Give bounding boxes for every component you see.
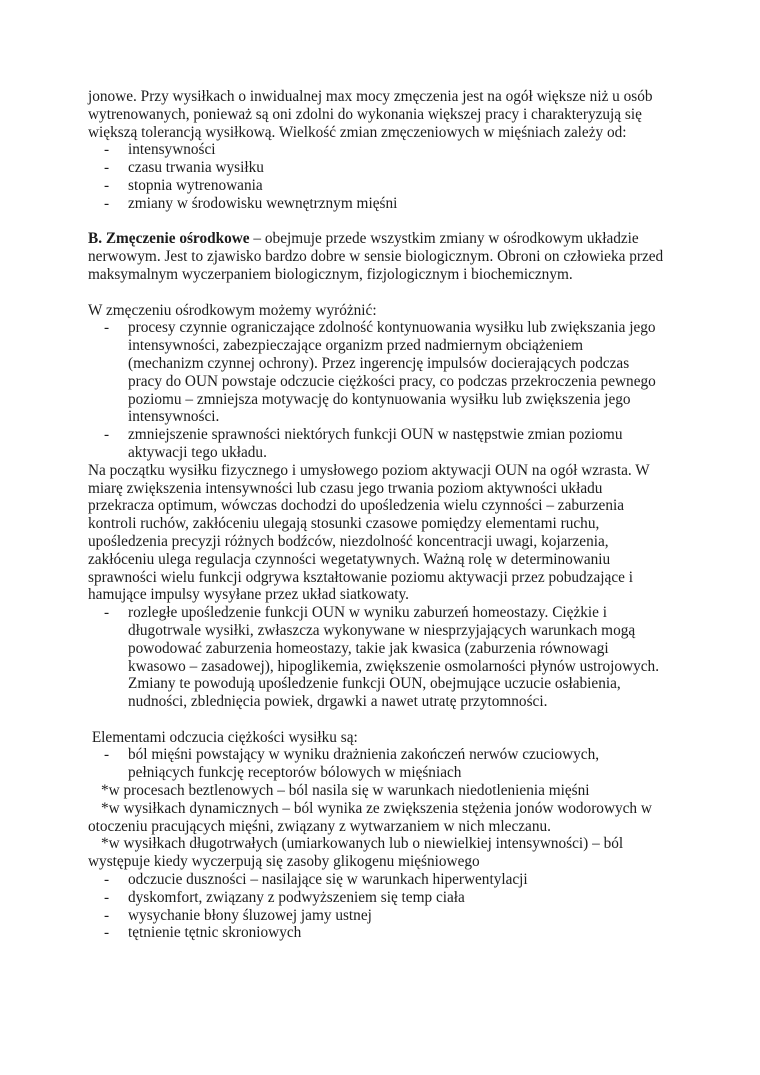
bullet-hyphen: - — [104, 319, 110, 337]
blank-line — [88, 284, 698, 302]
list-item — [88, 141, 698, 159]
blank-line — [88, 711, 698, 729]
text-line: intensywności. — [128, 408, 220, 426]
text-line: (mechanizm czynnej ochrony). Przez ingerencję impulsów docierających podczas — [128, 354, 630, 372]
text-line: intensywności — [128, 141, 216, 159]
text-line: pracy do OUN powstaje odczucie ciężkości pracy, co podczas przekroczenia pewnego — [128, 372, 656, 390]
text-line: procesy czynnie ograniczające zdolność kontynuowania wysiłku lub zwiększania jego — [128, 319, 656, 337]
text-line: odczucie duszności – nasilające się w warunkach hiperwentylacji — [128, 871, 528, 889]
text-line: długotrwale wysiłki, zwłaszcza wykonywane w niesprzyjających warunkach mogą — [128, 621, 636, 639]
bullet-hyphen: - — [104, 159, 110, 177]
text-line: hamujące impulsy wysyłane przez układ siatkowaty. — [88, 586, 409, 604]
text-line: Na początku wysiłku fizycznego i umysłowego poziom aktywacji OUN na ogół wzrasta. W — [88, 461, 650, 479]
text-line: kontroli ruchów, zakłóceniu ulegają stosunki czasowe pomiędzy elementami ruchu, — [88, 515, 600, 533]
bullet-hyphen: - — [104, 888, 110, 906]
text-line: Zmiany te powodują upośledzenie funkcji OUN, obejmujące uczucie osłabienia, — [128, 675, 621, 693]
text-line: powodować zaburzenia homeostazy, takie jak kwasica (zaburzenia równowagi — [128, 639, 609, 657]
list-item — [88, 871, 698, 889]
text-line: nerwowym. Jest to zjawisko bardzo dobre w sensie biologicznym. Obroni on człowieka przed — [88, 248, 664, 266]
text-line: upośledzenia precyzji różnych bodźców, niezdolność koncentracji uwagi, kojarzenia, — [88, 532, 609, 550]
text-line: wytrenowanych, ponieważ są oni zdolni do wykonania większej pracy i charakteryzują się — [88, 105, 642, 123]
text-line: ból mięśni powstający w wyniku drażnienia zakończeń nerwów czuciowych, — [128, 746, 600, 764]
text-line: otoczeniu pracujących mięśni, związany z wytwarzaniem w nich mleczanu. — [88, 817, 551, 835]
document-text-body — [88, 88, 698, 942]
bullet-hyphen: - — [104, 194, 110, 212]
blank-line — [88, 213, 698, 231]
paragraph — [88, 302, 698, 320]
text-line: intensywności, zabezpieczające organizm przed nadmiernym obciążeniem — [128, 337, 584, 355]
paragraph — [88, 729, 698, 747]
text-line: występuje kiedy wyczerpują się zasoby glikogenu mięśniowego — [88, 853, 480, 871]
bullet-hyphen: - — [104, 176, 110, 194]
text-line: *w wysiłkach dynamicznych – ból wynika ze zwiększenia stężenia jonów wodorowych w — [101, 799, 652, 817]
list-item — [88, 907, 698, 925]
text-line: stopnia wytrenowania — [128, 176, 263, 194]
bullet-hyphen: - — [104, 924, 110, 942]
bullet-list — [88, 141, 698, 212]
text-line: aktywacji tego układu. — [128, 443, 267, 461]
bold-text-segment: B. Zmęczenie ośrodkowe — [88, 230, 250, 248]
text-line: Elementami odczucia ciężkości wysiłku są: — [88, 728, 358, 746]
text-line: rozległe upośledzenie funkcji OUN w wyniku zaburzeń homeostazy. Ciężkie i — [128, 604, 607, 622]
text-line: wysychanie błony śluzowej jamy ustnej — [128, 906, 372, 924]
list-item — [88, 195, 698, 213]
bullet-hyphen: - — [104, 906, 110, 924]
paragraph — [88, 782, 698, 871]
text-line: zmniejszenie sprawności niektórych funkcji OUN w następstwie zmian poziomu — [128, 426, 623, 444]
bullet-hyphen: - — [104, 871, 110, 889]
bullet-hyphen: - — [104, 141, 110, 159]
paragraph — [88, 230, 698, 283]
text-line: czasu trwania wysiłku — [128, 159, 264, 177]
text-line: maksymalnym wyczerpaniem biologicznym, fizjologicznym i biochemicznym. — [88, 265, 573, 283]
text-line: zmiany w środowisku wewnętrznym mięśni — [128, 194, 398, 212]
list-item — [88, 177, 698, 195]
list-item — [88, 426, 698, 462]
bullet-list — [88, 871, 698, 942]
text-line: miarę zwiększenia intensywności lub czasu jego trwania poziom aktywności układu — [88, 479, 603, 497]
text-line — [88, 230, 698, 248]
text-line: kwasowo – zasadowej), hipoglikemia, zwiększenie osmolarności płynów ustrojowych. — [128, 657, 660, 675]
bullet-list — [88, 319, 698, 461]
list-item — [88, 889, 698, 907]
text-line: *w wysiłkach długotrwałych (umiarkowanych lub o niewielkiej intensywności) – ból — [101, 835, 624, 853]
bullet-list — [88, 604, 698, 711]
list-item — [88, 604, 698, 711]
text-line: dyskomfort, związany z podwyższeniem się temp ciała — [128, 888, 465, 906]
text-line: zakłóceniu ulega regulacja czynności wegetatywnych. Ważną rolę w determinowaniu — [88, 550, 611, 568]
text-line: sprawności wielu funkcji odgrywa kształtowanie poziomu aktywacji przez pobudzające i — [88, 568, 633, 586]
list-item — [88, 319, 698, 426]
text-line: przekracza optimum, wówczas dochodzi do upośledzenia wielu czynności – zaburzenia — [88, 497, 625, 515]
paragraph — [88, 462, 698, 604]
text-segment: – obejmuje przede wszystkim zmiany w ośrodkowym układzie — [249, 230, 639, 248]
text-line: większą tolerancją wysiłkową. Wielkość zmian zmęczeniowych w mięśniach zależy od: — [88, 123, 627, 141]
text-line: poziomu – zmniejsza motywację do kontynuowania wysiłku lub zwiększenia jego — [128, 390, 631, 408]
bullet-hyphen: - — [104, 604, 110, 622]
text-line: jonowe. Przy wysiłkach o inwidualnej max mocy zmęczenia jest na ogół większe niż u osób — [88, 88, 653, 105]
list-item — [88, 924, 698, 942]
list-item — [88, 746, 698, 782]
text-line: pełniących funkcję receptorów bólowych w mięśniach — [128, 764, 462, 782]
text-line: nudności, zblednięcia powiek, drgawki a nawet utratę przytomności. — [128, 693, 548, 711]
bullet-hyphen: - — [104, 746, 110, 764]
text-line: *w procesach beztlenowych – ból nasila się w warunkach niedotlenienia mięśni — [101, 782, 590, 800]
text-line: tętnienie tętnic skroniowych — [128, 924, 302, 942]
bullet-hyphen: - — [104, 426, 110, 444]
list-item — [88, 159, 698, 177]
text-line: W zmęczeniu ośrodkowym możemy wyróżnić: — [88, 301, 377, 319]
bullet-list — [88, 746, 698, 782]
paragraph — [88, 88, 698, 141]
